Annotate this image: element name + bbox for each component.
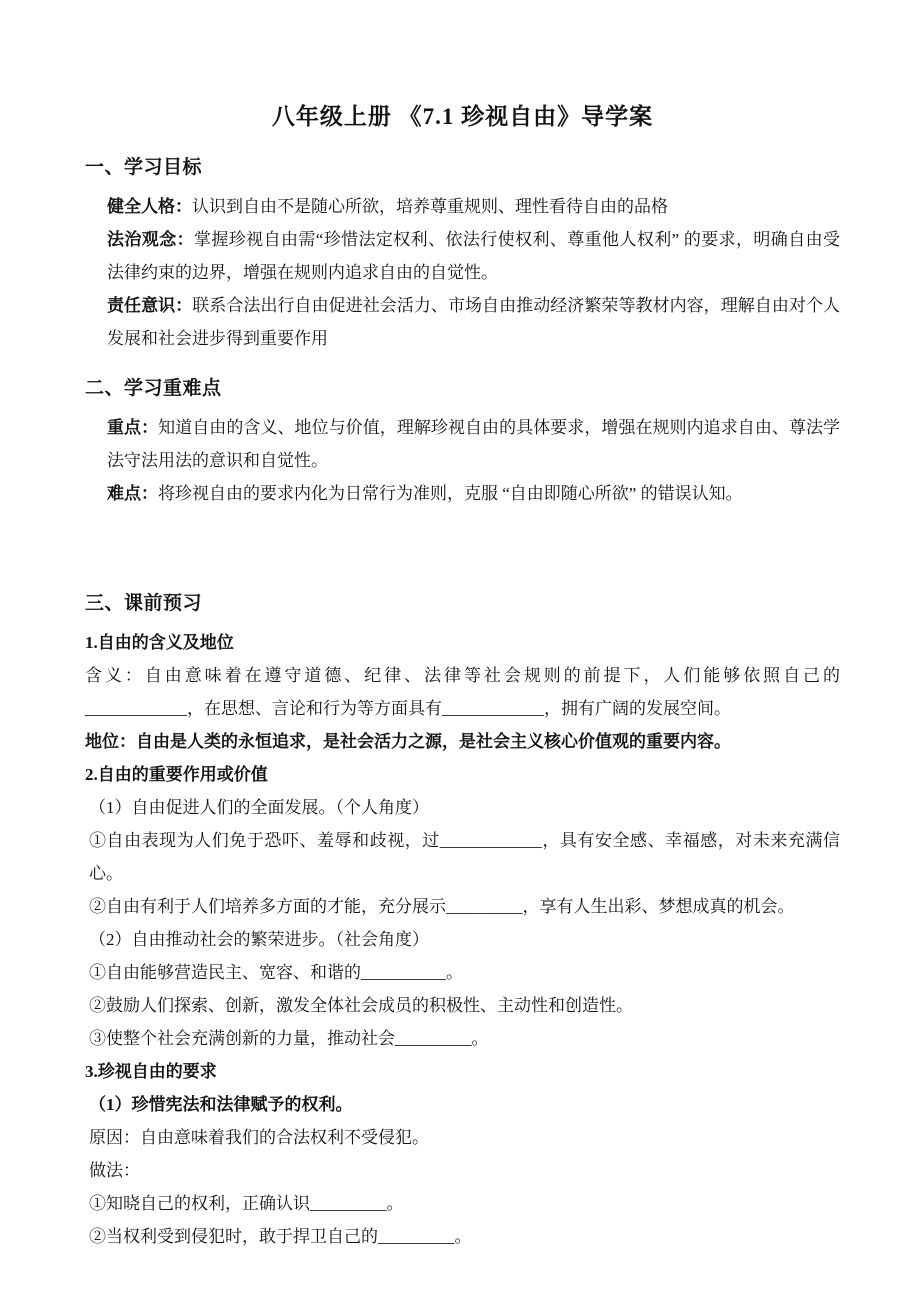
difficult-point-paragraph [107,477,840,510]
goal-label: 法治观念： [107,230,194,249]
meaning-text: 自由意味着在遵守道德、纪律、法律等社会规则的前提下，人们能够依照自己的____________，在思想、言论和行为等方面具有____________，拥有广阔的发展空间。 [85,666,841,718]
difficult-point-text: 将珍视自由的要求内化为日常行为准则，克服 “自由即随心所欲” 的错误认知。 [158,484,743,503]
topic2-heading: 2.自由的重要作用或价值 [85,765,268,784]
goal-paragraph-rule-of-law [107,223,840,289]
goal-paragraph-personality [107,190,840,223]
requirement-1-heading: （1）珍惜宪法和法律赋予的权利。 [89,1095,353,1114]
goal-text: 掌握珍视自由需“珍惜法定权利、依法行使权利、尊重他人权利” 的要求，明确自由受法律约束的边界，增强在规则内追求自由的自觉性。 [107,230,840,282]
key-point-label: 重点： [107,418,159,437]
section-learning-goals-heading: 一、学习目标 [85,157,203,178]
goal-label: 健全人格： [107,197,192,216]
method-1: ①知晓自己的权利，正确认识_________。 [89,1194,404,1213]
section-preview-heading: 三、课前预习 [85,593,203,614]
section-key-points-heading: 二、学习重难点 [85,378,222,399]
goal-text: 认识到自由不是随心所欲，培养尊重规则、理性看待自由的品格 [192,197,668,216]
method-2: ②当权利受到侵犯时，敢于捍卫自己的_________。 [89,1227,472,1246]
status-paragraph: 地位：自由是人类的永恒追求，是社会活力之源，是社会主义核心价值观的重要内容。 [85,732,731,751]
social-angle-heading: （2）自由推动社会的繁荣进步。（社会角度） [89,930,429,949]
section-learning-goals [85,154,840,355]
goal-label: 责任意识： [107,296,193,315]
requirement-reason: 原因：自由意味着我们的合法权利不受侵犯。 [89,1128,429,1147]
social-point-2: ②鼓励人们探索、创新，激发全体社会成员的积极性、主动性和创造性。 [89,996,633,1015]
personal-angle-heading: （1）自由促进人们的全面发展。（个人角度） [89,798,429,817]
goal-paragraph-responsibility [107,289,840,355]
key-point-text: 知道自由的含义、地位与价值，理解珍视自由的具体要求，增强在规则内追求自由、尊法学法守法用法的意识和自觉性。 [107,418,841,470]
method-label: 做法： [89,1161,140,1180]
meaning-paragraph [85,659,840,725]
section-preview [85,590,840,1253]
document-title: 八年级上册 《7.1 珍视自由》导学案 [271,104,654,129]
social-point-1: ①自由能够营造民主、宽容、和谐的__________。 [89,963,463,982]
section-key-points [85,375,840,510]
topic1-heading: 1.自由的含义及地位 [85,633,234,652]
goal-text: 联系合法出行自由促进社会活力、市场自由推动经济繁荣等教材内容，理解自由对个人发展和社会进步得到重要作用 [107,296,841,348]
topic3-heading: 3.珍视自由的要求 [85,1062,217,1081]
difficult-point-label: 难点： [107,484,158,503]
meaning-label: 含义： [85,666,145,685]
key-point-paragraph [107,411,840,477]
social-point-3: ③使整个社会充满创新的力量，推动社会_________。 [89,1029,489,1048]
personal-point-1: ①自由表现为人们免于恐吓、羞辱和歧视，过____________，具有安全感、幸福感，对未来充满信心。 [89,831,840,883]
personal-point-2: ②自由有利于人们培养多方面的才能，充分展示_________，享有人生出彩、梦想成真的机会。 [89,897,795,916]
